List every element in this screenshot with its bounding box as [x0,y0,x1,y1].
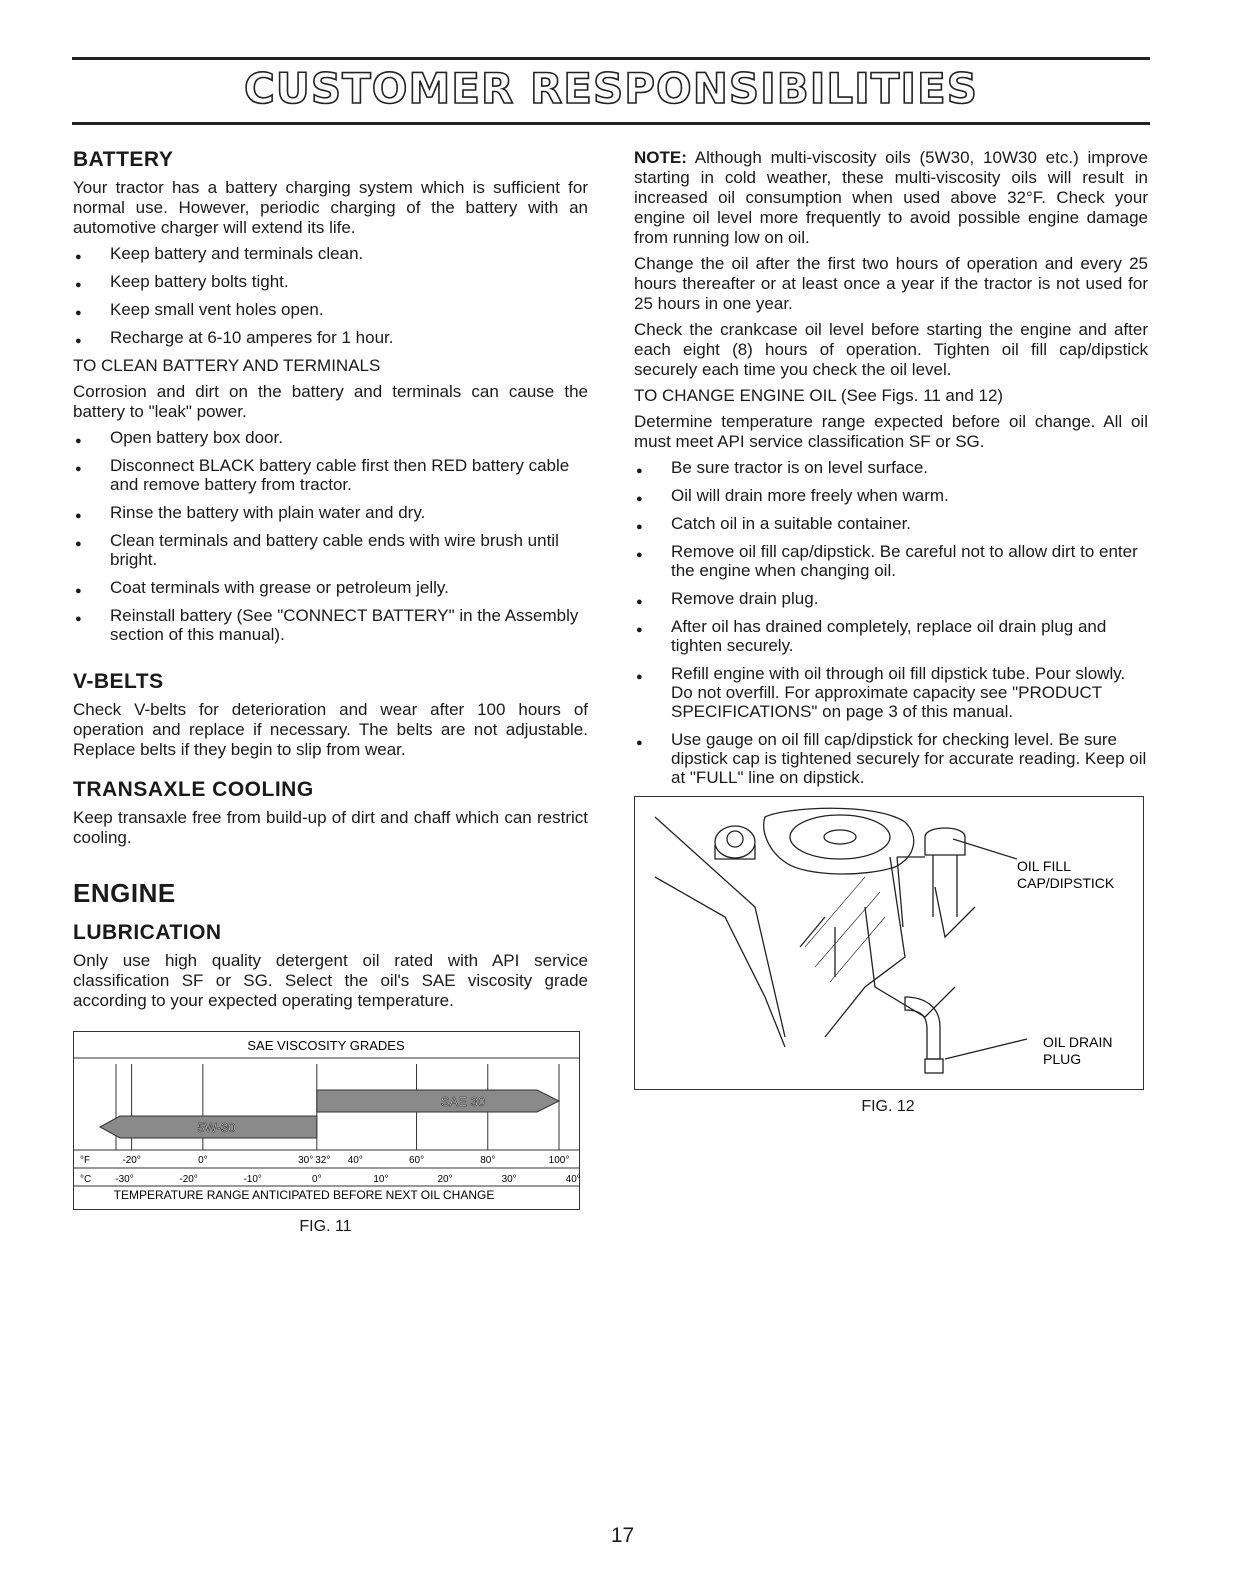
oil-check-text: Check the crankcase oil level before starting the engine and after each eight (8) hours of operation. Tighten oil fill cap/dipstick securely each time you check the oil level. [634,320,1148,379]
bullet-icon: ● [636,521,643,533]
fahrenheit-tick-label: 0° [198,1155,208,1166]
transaxle-text: Keep transaxle free from build-up of dirt and chaff which can restrict cooling. [73,808,588,847]
bullet-icon: ● [75,279,82,291]
bullet-icon: ● [75,463,82,475]
list-item: ● After oil has drained completely, replace oil drain plug and tighten securely. [636,617,1107,655]
series-label: 5W-30 [197,1120,236,1135]
list-item: ● Keep battery bolts tight. [73,272,588,291]
bullet-icon: ● [75,251,82,263]
list-item: ● Refill engine with oil through oil fill dipstick tube. Pour slowly. Do not overfill. For approximate capacity see "PRODUCT SPECIFICATIONS" on page 3 of this manual. [636,664,1126,721]
celsius-tick-label: 20° [437,1174,453,1185]
viscosity-chart [73,1031,580,1210]
list-item: ● Remove drain plug. [634,589,1148,608]
bullet-icon: ● [636,549,643,561]
page-title: CUSTOMER RESPONSIBILITIES [243,64,979,113]
bullet-icon: ● [636,624,643,636]
celsius-tick-label: 40° [565,1174,581,1185]
celsius-tick-label: 10° [373,1174,389,1185]
list-item: ● Reinstall battery (See "CONNECT BATTERY" in the Assembly section of this manual). [75,606,579,644]
fahrenheit-tick-label: 30° [298,1155,314,1166]
bullet-icon: ● [636,465,643,477]
celsius-tick-label: 0° [312,1174,322,1185]
battery-intro: Your tractor has a battery charging system which is sufficient for normal use. However, periodic charging of the battery with an automotive charger will extend its life. [73,178,588,237]
fahrenheit-tick-label: -20° [122,1155,141,1166]
bullet-icon: ● [75,335,82,347]
fahrenheit-tick-label: 32° [315,1155,331,1166]
fahrenheit-tick-label: 80° [480,1155,496,1166]
left-column [73,148,588,1236]
vbelts-heading: V-BELTS [73,670,164,693]
transaxle-heading: TRANSAXLE COOLING [73,778,314,801]
celsius-tick-label: -30° [115,1174,134,1185]
note-text: Although multi-viscosity oils (5W30, 10W30 etc.) improve starting in cold weather, these multi-viscosity oils will result in increased oil consumption when used above 32°F. Check your engine oil level more frequently to avoid possible engine damage from running low on oil. [634,148,1148,247]
determine-text: Determine temperature range expected before oil change. All oil must meet API service classification SF or SG. [634,412,1148,451]
list-item: ● Rinse the battery with plain water and dry. [73,503,588,522]
fahrenheit-tick-label: 40° [347,1155,363,1166]
list-item: ● Coat terminals with grease or petroleum jelly. [73,578,588,597]
bullet-icon: ● [75,435,82,447]
celsius-tick-label: -10° [243,1174,262,1185]
bullet-icon: ● [636,596,643,608]
vbelts-text: Check V-belts for deterioration and wear after 100 hours of operation and replace if necessary. The belts are not adjustable. Replace belts if they begin to slip from wear. [73,700,588,759]
list-item: ● Recharge at 6-10 amperes for 1 hour. [73,328,588,347]
list-item: ● Open battery box door. [73,428,588,447]
list-item: ● Use gauge on oil fill cap/dipstick for checking level. Be sure dipstick cap is tightened securely for accurate reading. Keep oil at "FULL" line on dipstick. [636,730,1147,787]
chart-title: SAE VISCOSITY GRADES [247,1038,405,1053]
battery-care-list [73,244,588,347]
title-rule [72,122,1150,125]
oil-drain-label-line1: OIL DRAIN [1043,1034,1113,1050]
engine-oil-figure [634,796,1144,1090]
list-item: ● Keep battery and terminals clean. [73,244,588,263]
note-paragraph [634,148,1148,248]
list-item: ● Remove oil fill cap/dipstick. Be careful not to allow dirt to enter the engine when changing oil. [636,542,1138,580]
oil-drain-label-line2: PLUG [1043,1051,1082,1067]
oil-change-interval: Change the oil after the first two hours of operation and every 25 hours thereafter or at least once a year if the tractor is not used for 25 hours in one year. [634,254,1148,313]
list-item: ● Clean terminals and battery cable ends with wire brush until bright. [75,531,559,569]
fig12-caption: FIG. 12 [861,1098,915,1115]
fahrenheit-tick-label: 60° [408,1155,425,1166]
clean-battery-heading: TO CLEAN BATTERY AND TERMINALS [73,356,381,375]
clean-battery-intro: Corrosion and dirt on the battery and terminals can cause the battery to "leak" power. [73,382,588,421]
change-oil-heading: TO CHANGE ENGINE OIL (See Figs. 11 and 12) [634,386,1004,405]
clean-battery-list [73,428,588,644]
bullet-icon: ● [75,538,82,550]
fahrenheit-tick-label: 100° [548,1155,570,1166]
bullet-icon: ● [636,493,643,505]
series-label: SAE 30 [440,1094,485,1109]
note-label: NOTE: [634,148,687,167]
chart-xlabel: TEMPERATURE RANGE ANTICIPATED BEFORE NEXT OIL CHANGE [113,1188,495,1202]
engine-heading: ENGINE [73,878,176,908]
celsius-tick-label: 30° [501,1174,517,1185]
change-oil-list [634,458,1148,787]
list-item: ● Oil will drain more freely when warm. [634,486,1148,505]
list-item: ● Catch oil in a suitable container. [634,514,1148,533]
celsius-unit-label: °C [80,1174,92,1185]
battery-heading: BATTERY [73,148,174,171]
lubrication-heading: LUBRICATION [73,921,222,944]
viscosity-chart-svg [74,1032,579,1204]
bullet-icon: ● [75,585,82,597]
list-item: ● Be sure tractor is on level surface. [634,458,1148,477]
fahrenheit-unit-label: °F [80,1155,91,1166]
top-rule [72,57,1150,60]
bullet-icon: ● [75,613,82,625]
lubrication-text: Only use high quality detergent oil rated with API service classification SF or SG. Select the oil's SAE viscosity grade according to your expected operating temperature. [73,951,588,1010]
fig11-caption: FIG. 11 [299,1218,352,1235]
series-bar [317,1090,559,1112]
bullet-icon: ● [75,510,82,522]
oil-fill-label-line1: OIL FILL [1017,858,1071,874]
oil-fill-label-line2: CAP/DIPSTICK [1017,875,1115,891]
engine-illustration [635,797,1143,1089]
list-item: ● Keep small vent holes open. [73,300,588,319]
page-number: 17 [610,1524,635,1547]
bullet-icon: ● [636,737,643,749]
celsius-tick-label: -20° [179,1174,198,1185]
bullet-icon: ● [75,307,82,319]
right-column [634,148,1148,1116]
bullet-icon: ● [636,671,643,683]
list-item: ● Disconnect BLACK battery cable first then RED battery cable and remove battery from tractor. [75,456,570,494]
